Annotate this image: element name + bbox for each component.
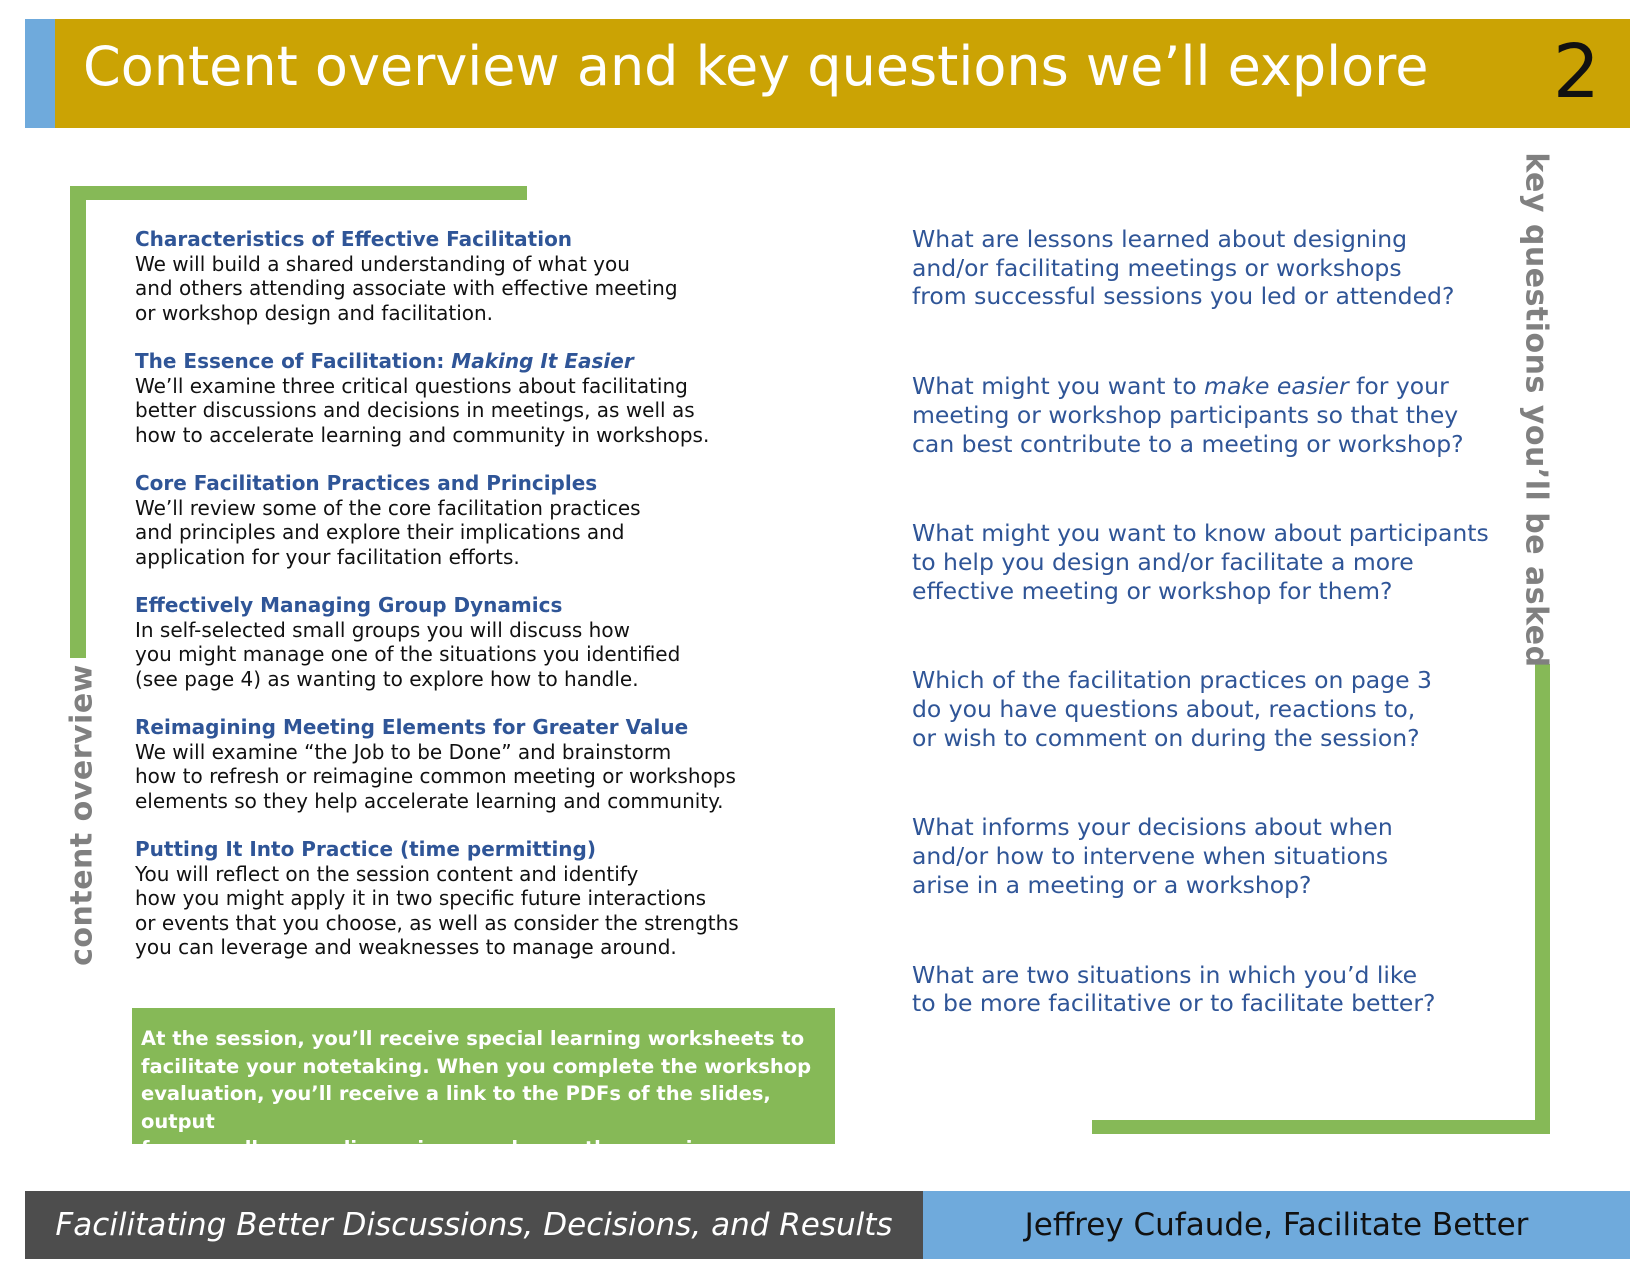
overview-item-title: Effectively Managing Group Dynamics [135,593,563,617]
question-text-end: for your meeting or workshop participants so that they can best contribute to a meeting or workshop? [912,372,1464,458]
list-item [135,227,835,325]
overview-item-title: Reimagining Meeting Elements for Greater Value [135,715,689,739]
left-bracket-top [70,186,527,200]
overview-item-title-text: The Essence of Facilitation: [135,349,452,373]
question-item: Which of the facilitation practices on page 3 do you have questions about, reactions to, or wish to comment on during the session? [912,666,1432,752]
footer-course-title: Facilitating Better Discussions, Decisions, and Results [25,1191,923,1259]
overview-item-body: In self-selected small groups you will discuss how you might manage one of the situations you identified (see page 4) as wanting to explore how to handle. [135,617,681,691]
question-item: What might you want to know about participants to help you design and/or facilitate a more effective meeting or workshop for them? [912,519,1489,605]
list-item [135,593,835,691]
overview-item-title-emphasis: Making It Easier [451,349,634,373]
overview-item-title: Core Facilitation Practices and Principles [135,471,598,495]
overview-item-body: We will examine “the Job to be Done” and brainstorm how to refresh or reimagine common meeting or workshops elements so they help accelerate learning and community. [135,739,736,813]
question-text-start: What might you want to [912,372,1205,401]
question-item: What are lessons learned about designing and/or facilitating meetings or workshops from successful sessions you led or attended? [912,225,1455,311]
right-bracket-side [1535,664,1550,1134]
question-item: What informs your decisions about when and/or how to intervene when situations arise in a meeting or a workshop? [912,813,1393,899]
question-item [912,372,1512,458]
list-item [135,837,835,960]
overview-item-body: You will reflect on the session content and identify how you might apply it in two specific future interactions or events that you choose, as well as consider the strengths you can leverage and weaknesses to manage around. [135,861,739,959]
key-questions-list [912,225,1512,1079]
header-banner [25,19,1630,128]
list-item [135,349,835,447]
header-accent-bar [25,19,55,128]
content-overview-label: content overview [64,664,100,966]
list-item [135,715,835,813]
overview-item-body: We will build a shared understanding of what you and others attending associate with effective meeting or workshop design and facilitation. [135,251,678,325]
list-item [135,471,835,569]
content-overview-list [135,227,835,984]
right-bracket-bottom [1092,1120,1550,1134]
key-questions-label: key questions you’ll be asked [1518,152,1554,668]
question-item: What are two situations in which you’d like to be more facilitative or to facilitate better? [912,960,1436,1018]
overview-item-title: Putting It Into Practice (time permitting) [135,837,597,861]
footer-author: Jeffrey Cufaude, Facilitate Better [923,1191,1630,1259]
overview-item-title: Characteristics of Effective Facilitation [135,227,573,251]
question-emphasis: make easier [1204,372,1349,401]
page-number: 2 [1552,29,1600,115]
overview-item-body: We’ll review some of the core facilitation practices and principles and explore their implications and application for your facilitation efforts. [135,495,641,569]
left-bracket-side [70,186,86,658]
page-title: Content overview and key questions we’ll explore [83,35,1429,98]
overview-item-title [135,349,835,374]
session-materials-note: At the session, you’ll receive special learning worksheets to facilitate your notetaking. When you complete the workshop evaluation, you’ll receive a link to the PDFs of the slides, output from small group discussions, and any other session materials. [132,1008,835,1144]
overview-item-body: We’ll examine three critical questions about facilitating better discussions and decisions in meetings, as well as how to accelerate learning and community in workshops. [135,373,710,447]
